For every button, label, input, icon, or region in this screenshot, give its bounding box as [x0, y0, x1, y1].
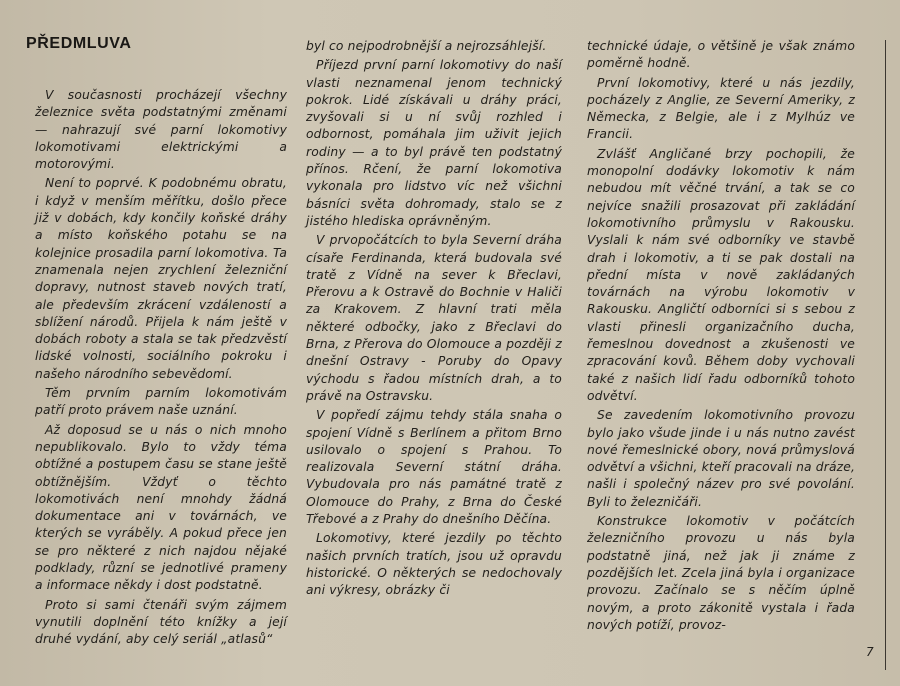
- paragraph: V prvopočátcích to byla Severní dráha císaře Ferdinanda, která budovala své tratě z Vídně na sever k Břeclavi, Přerovu a k Ostravě do Bochnie v Haliči za Krakovem. Z hlavní trati měla některé odbočky, jako z Břeclavi do Brna, z Přerova do Olomouce a později z dnešní Ostravy - Poruby do Opavy východu s řadou místních drah, a to právě na Ostravsku.: [306, 233, 562, 403]
- margin-rule: [885, 40, 886, 670]
- paragraph: Těm prvním parním lokomotivám patří proto právem naše uznání.: [35, 386, 287, 418]
- paragraph: technické údaje, o většině je však známo poměrně hodně.: [587, 39, 855, 71]
- text-column-2: [306, 38, 562, 602]
- paragraph: První lokomotivy, které u nás jezdily, pocházely z Anglie, ze Severní Ameriky, z Německa, z Belgie, ale i z Mylhúz ve Francii.: [587, 75, 855, 142]
- text-column-3: [587, 38, 855, 636]
- paragraph: Proto si sami čtenáři svým zájmem vynutili doplnění této knížky a její druhé vydání, aby celý seriál „atlasů“: [35, 597, 287, 647]
- page-number: 7: [866, 645, 874, 659]
- paragraph: Zvlášť Angličané brzy pochopili, že monopolní dodávky lokomotiv k nám nebudou mít věčné trvání, a tak se co nejvíce snažili prosazovat při zakládání lokomotivního průmyslu v Rakousku. Vyslali k nám své odborníky ve stavbě drah i lokomotiv, a ti se pak dostali na přední místa v nově zakládaných továrnách na výrobu lokomotiv v Rakousku. Angličtí odborníci si s sebou z vlasti přinesli organizačního ducha, řemeslnou dovednost a zkušenosti ve zpracování kovů. Během doby vychovali také z našich lidí řadu odborníků tohoto odvětví.: [587, 146, 855, 403]
- paragraph: Až doposud se u nás o nich mnoho nepublikovalo. Bylo to vždy téma obtížné a postupem času se stane ještě obtížnějším. Vždyť o těchto lokomotivách není mnohdy žádná dokumentace ani v továrnách, ve kterých se vyráběly. A pokud přece jen se pro některé z nich najdou nějaké podklady, různí se jednotlivé prameny a informace někdy i dost podstatně.: [35, 422, 287, 593]
- paragraph: Se zavedením lokomotivního provozu bylo jako všude jinde i u nás nutno zavést nové řemeslnické obory, nová průmyslová odvětví a všichni, kteří pracovali na dráze, našli i společný název pro své povolání. Byli to železničáři.: [587, 408, 856, 509]
- paragraph: Konstrukce lokomotiv v počátcích železničního provozu u nás byla podstatně jiná, než jak ji známe z pozdějších let. Zcela jiná byla i organizace provozu. Začínalo se s něčím úplně novým, a proto zákonitě vystala i řada nových potíží, provoz-: [587, 514, 855, 632]
- paragraph: byl co nejpodrobnější a nejrozsáhlejší.: [306, 39, 547, 53]
- page-title: PŘEDMLUVA: [26, 35, 132, 52]
- paragraph: V popředí zájmu tehdy stála snaha o spojení Vídně s Berlínem a přitom Brno usilovalo o spojení s Prahou. To realizovala Severní státní dráha. Vybudovala pro nás památné tratě z Olomouce do Prahy, z Brna do České Třebové a z Prahy do dnešního Děčína.: [306, 408, 562, 527]
- paragraph: Příjezd první parní lokomotivy do naší vlasti neznamenal jenom technický pokrok. Lidé získávali u dráhy práci, zvyšovali si u ní svůj rozhled i odbornost, pomáhala jim uživit jejich rodiny — a to byl právě ten podstatný přínos. Rčení, že parní lokomotiva vykonala pro lidstvo víc než všichni básníci světa dohromady, stalo se z jistého hlediska oprávněným.: [306, 58, 562, 228]
- text-column-1: [35, 87, 287, 651]
- paragraph: Lokomotivy, které jezdily po těchto našich prvních tratích, jsou už opravdu historické. O některých se nedochovaly ani výkresy, obrázky či: [306, 531, 562, 598]
- paragraph: Není to poprvé. K podobnému obratu, i když v menším měřítku, došlo přece již v dobách, kdy končily koňské dráhy a místo koňského potahu se na kolejnice prosadila parní lokomotiva. Ta znamenala nejen zrychlení železniční dopravy, nutnost staveb nových tratí, ale především zkrácení vzdáleností a sblížení národů. Přijela k nám ještě v dobách roboty a stala se tak předzvěstí lidské volnosti, sociálního pokroku i našeho národního sebevědomí.: [35, 176, 287, 381]
- paragraph: V současnosti procházejí všechny železnice světa podstatnými změnami — nahrazují své parní lokomotivy lokomotivami elektrickými a motorovými.: [35, 88, 287, 172]
